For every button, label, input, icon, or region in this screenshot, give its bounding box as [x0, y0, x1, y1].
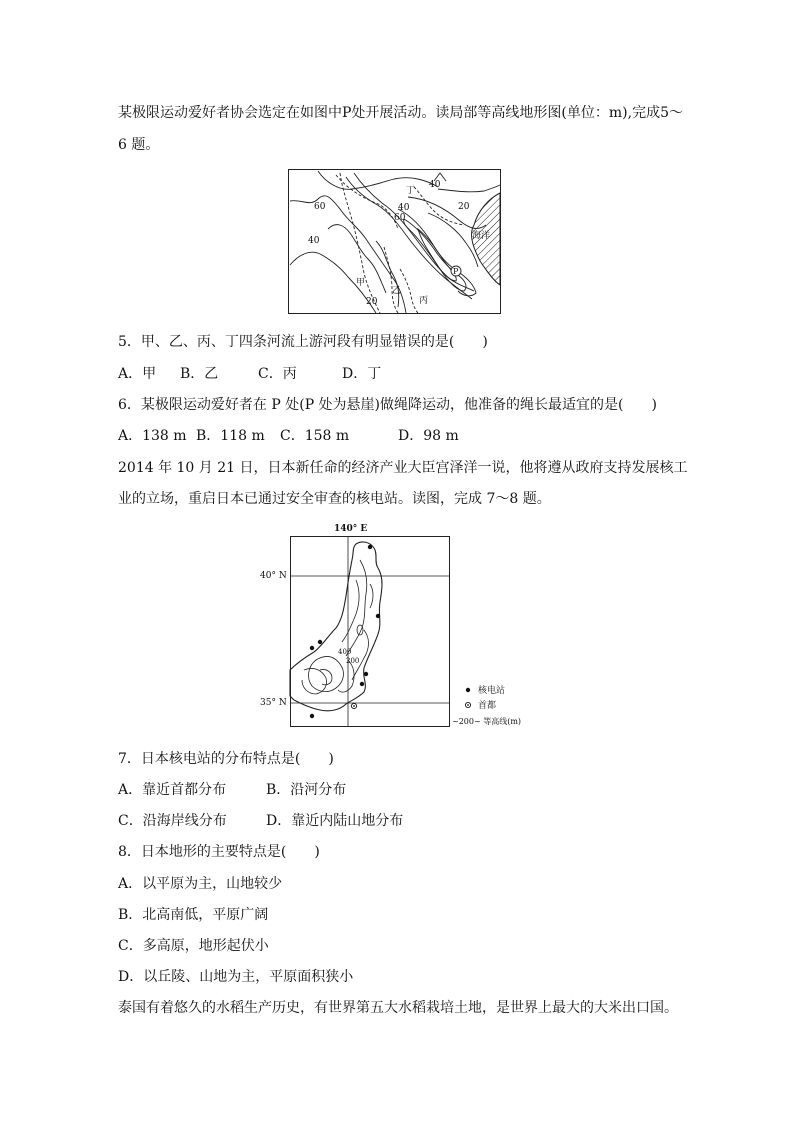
label-river-ding: 丁 — [406, 186, 416, 196]
q7-option-d: D．靠近内陆山地分布 — [266, 813, 404, 829]
nuclear-plant-marker — [318, 640, 322, 644]
closing-paragraph: 泰国有着悠久的水稻生产历史，有世界第五大水稻栽培土地，是世界上最大的大米出口国。 — [118, 1000, 678, 1016]
q8-option-c: C．多高原，地形起伏小 — [118, 938, 269, 954]
label-c40-top: 40 — [429, 180, 441, 190]
q6-option-c: C．158 m — [280, 428, 350, 444]
q8-stem: 8．日本地形的主要特点是( ) — [118, 844, 320, 860]
q6-option-d: D．98 m — [398, 428, 459, 444]
q6-stem: 6．某极限运动爱好者在 P 处(P 处为悬崖)做绳降运动，他准备的绳长最适宜的是( ) — [118, 397, 657, 413]
label-sea: 海洋 — [472, 231, 491, 241]
q5-option-c: C．丙 — [258, 366, 297, 382]
label-c40-mid: 40 — [398, 203, 410, 213]
map2-frame — [291, 537, 450, 727]
label-c60-mid: 60 — [394, 213, 406, 223]
label-c20-right: 20 — [458, 202, 470, 212]
japan-map — [256, 520, 546, 730]
q6-option-a: A．138 m — [118, 428, 187, 444]
lon-label: 140° E — [334, 524, 368, 534]
nuclear-plant-marker — [310, 714, 314, 718]
intro2-line1: 2014 年 10 月 21 日，日本新任命的经济产业大臣宫泽洋一说，他将遵从政府支持发展核工 — [118, 460, 688, 476]
q5-option-d: D．丁 — [342, 366, 382, 382]
label-c40-left: 40 — [308, 236, 320, 246]
q5-option-a: A．甲 — [118, 366, 157, 382]
intro1-line1: 某极限运动爱好者协会选定在如图中P处开展活动。读局部等高线地形图(单位：m),完成5～ — [118, 105, 683, 121]
q8-option-b: B．北高南低，平原广阔 — [118, 907, 269, 923]
intro2-line2: 业的立场，重启日本已通过安全审查的核电站。读图，完成 7～8 题。 — [118, 491, 551, 507]
q7-option-a: A．靠近首都分布 — [118, 782, 227, 798]
label-river-jia: 甲 — [356, 278, 366, 288]
q6-option-b: B．118 m — [196, 428, 265, 444]
nuclear-plant-marker — [360, 682, 364, 686]
nuclear-plant-marker — [368, 545, 372, 549]
q7-option-c: C．沿海岸线分布 — [118, 813, 227, 829]
legend-nuclear-symbol — [466, 688, 470, 692]
nuclear-plant-marker — [364, 672, 368, 676]
nuclear-plant-marker — [376, 614, 380, 618]
contour-map-figure — [288, 169, 502, 319]
lat40-label: 40° N — [260, 571, 287, 581]
japan-map-figure — [256, 520, 546, 734]
label-c60-left: 60 — [314, 202, 326, 212]
label-c20-bottom: 20 — [366, 297, 378, 307]
q7-option-b: B．沿河分布 — [266, 782, 347, 798]
capital-marker-dot — [353, 705, 355, 707]
lat35-label: 35° N — [260, 698, 287, 708]
q7-stem: 7．日本核电站的分布特点是( ) — [118, 751, 334, 767]
contour-map — [288, 169, 502, 315]
label-river-bing: 丙 — [419, 296, 429, 306]
nuclear-plant-marker — [310, 646, 314, 650]
legend-capital-dot — [467, 704, 469, 706]
q8-option-d: D．以丘陵、山地为主，平原面积狭小 — [118, 969, 354, 985]
q5-option-b: B．乙 — [180, 366, 219, 382]
intro1-line2: 6 题。 — [118, 137, 160, 153]
q8-option-a: A．以平原为主，山地较少 — [118, 876, 283, 892]
contour400-label: 400 — [338, 648, 352, 656]
legend-nuclear-label: 核电站 — [478, 686, 506, 696]
legend-capital-label: 首都 — [478, 701, 497, 711]
q5-stem: 5．甲、乙、丙、丁四条河流上游河段有明显错误的是( ) — [118, 334, 488, 350]
contour200-label: 200 — [346, 657, 360, 665]
label-p: P — [453, 267, 459, 276]
legend-contour-label: ~200~ 等高线(m) — [452, 717, 522, 726]
label-river-yi: 乙 — [392, 286, 402, 296]
